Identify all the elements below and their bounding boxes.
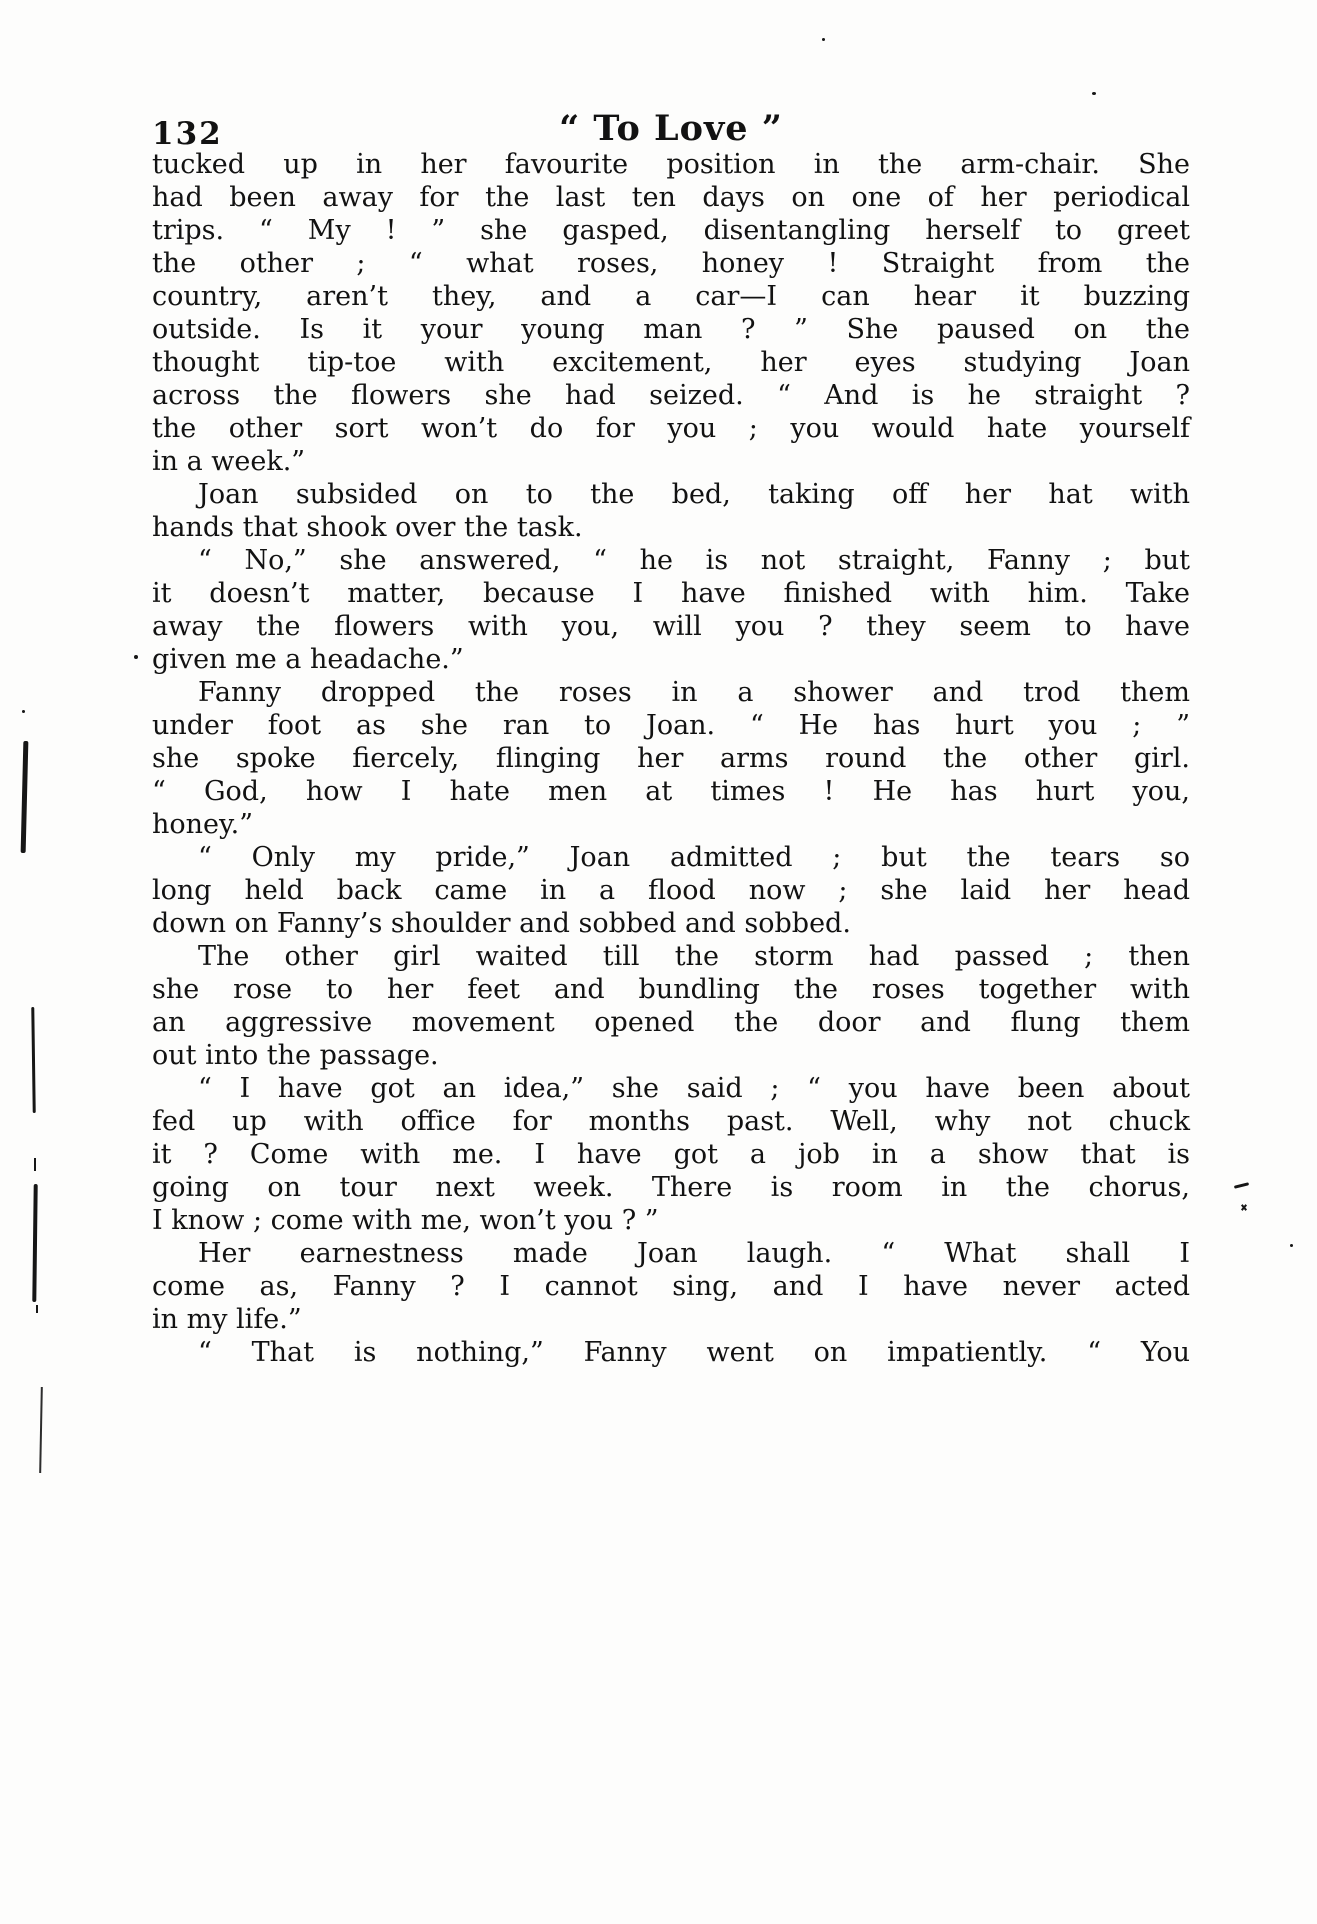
text-line: out into the passage. xyxy=(152,1040,439,1071)
text-line: “ Only my pride,” Joan admitted ; but the tears so xyxy=(198,842,1190,873)
paragraph xyxy=(152,1072,1190,1237)
text-line: given me a headache.” xyxy=(152,644,464,675)
text-line: hands that shook over the task. xyxy=(152,512,583,543)
text-line: “ I have got an idea,” she said ; “ you have been about xyxy=(198,1073,1190,1104)
text-line: under foot as she ran to Joan. “ He has hurt you ; ” xyxy=(152,710,1190,741)
paragraph xyxy=(152,676,1190,841)
text-line: it doesn’t matter, because I have finished with him. Take xyxy=(152,578,1190,609)
text-line: she spoke fiercely, flinging her arms round the other girl. xyxy=(152,743,1190,774)
text-line: Fanny dropped the roses in a shower and trod them xyxy=(198,677,1190,708)
paragraph xyxy=(152,148,1190,478)
paragraph xyxy=(152,1237,1190,1336)
text-line: had been away for the last ten days on one of her periodical xyxy=(152,182,1190,213)
paragraph xyxy=(152,544,1190,676)
scan-artifact xyxy=(1092,92,1096,95)
text-line: the other ; “ what roses, honey ! Straight from the xyxy=(152,248,1190,279)
text-line: away the flowers with you, will you ? they seem to have xyxy=(152,611,1190,642)
text-line: across the flowers she had seized. “ And is he straight ? xyxy=(152,380,1190,411)
text-line: thought tip-toe with excitement, her eyes studying Joan xyxy=(152,347,1190,378)
scan-artifact xyxy=(822,38,825,41)
scan-artifact xyxy=(32,1184,37,1302)
scan-artifact xyxy=(134,655,138,659)
text-line: going on tour next week. There is room in the chorus, xyxy=(152,1172,1190,1203)
paragraph xyxy=(152,478,1190,544)
text-line: Her earnestness made Joan laugh. “ What shall I xyxy=(198,1238,1190,1269)
text-line: honey.” xyxy=(152,809,254,840)
page-body xyxy=(152,148,1190,1369)
text-line: tucked up in her favourite position in the arm-chair. She xyxy=(152,149,1190,180)
text-line: The other girl waited till the storm had passed ; then xyxy=(198,941,1190,972)
page-number: 132 xyxy=(152,116,223,152)
text-line: in my life.” xyxy=(152,1304,302,1335)
paragraph xyxy=(152,940,1190,1072)
text-line: down on Fanny’s shoulder and sobbed and sobbed. xyxy=(152,908,851,939)
scan-artifact xyxy=(34,1158,36,1171)
text-line: country, aren’t they, and a car—I can hear it buzzing xyxy=(152,281,1190,312)
running-title: “ To Love ” xyxy=(559,108,783,149)
text-line: Joan subsided on to the bed, taking off her hat with xyxy=(198,479,1190,510)
scan-artifact xyxy=(36,1305,38,1313)
text-line: the other sort won’t do for you ; you would hate yourself xyxy=(152,413,1190,444)
text-line: come as, Fanny ? I cannot sing, and I have never acted xyxy=(152,1271,1190,1302)
paragraph xyxy=(152,841,1190,940)
scan-artifact xyxy=(1240,1204,1247,1211)
text-line: in a week.” xyxy=(152,446,306,477)
text-line: an aggressive movement opened the door and flung them xyxy=(152,1007,1190,1038)
text-line: “ That is nothing,” Fanny went on impatiently. “ You xyxy=(198,1337,1190,1368)
text-line: she rose to her feet and bundling the roses together with xyxy=(152,974,1190,1005)
scan-artifact xyxy=(39,1387,43,1473)
text-line: fed up with office for months past. Well, why not chuck xyxy=(152,1106,1190,1137)
text-line: “ God, how I hate men at times ! He has hurt you, xyxy=(152,776,1190,807)
scan-artifact xyxy=(1234,1182,1249,1189)
text-line: I know ; come with me, won’t you ? ” xyxy=(152,1205,659,1236)
text-line: “ No,” she answered, “ he is not straight, Fanny ; but xyxy=(198,545,1190,576)
paragraph xyxy=(152,1336,1190,1369)
text-line: outside. Is it your young man ? ” She paused on the xyxy=(152,314,1190,345)
text-line: long held back came in a flood now ; she laid her head xyxy=(152,875,1190,906)
scan-artifact xyxy=(21,741,29,853)
text-line: trips. “ My ! ” she gasped, disentangling herself to greet xyxy=(152,215,1190,246)
text-line: it ? Come with me. I have got a job in a show that is xyxy=(152,1139,1190,1170)
scan-artifact xyxy=(1290,1244,1293,1247)
scan-artifact xyxy=(31,1007,35,1113)
scan-artifact xyxy=(22,710,25,713)
